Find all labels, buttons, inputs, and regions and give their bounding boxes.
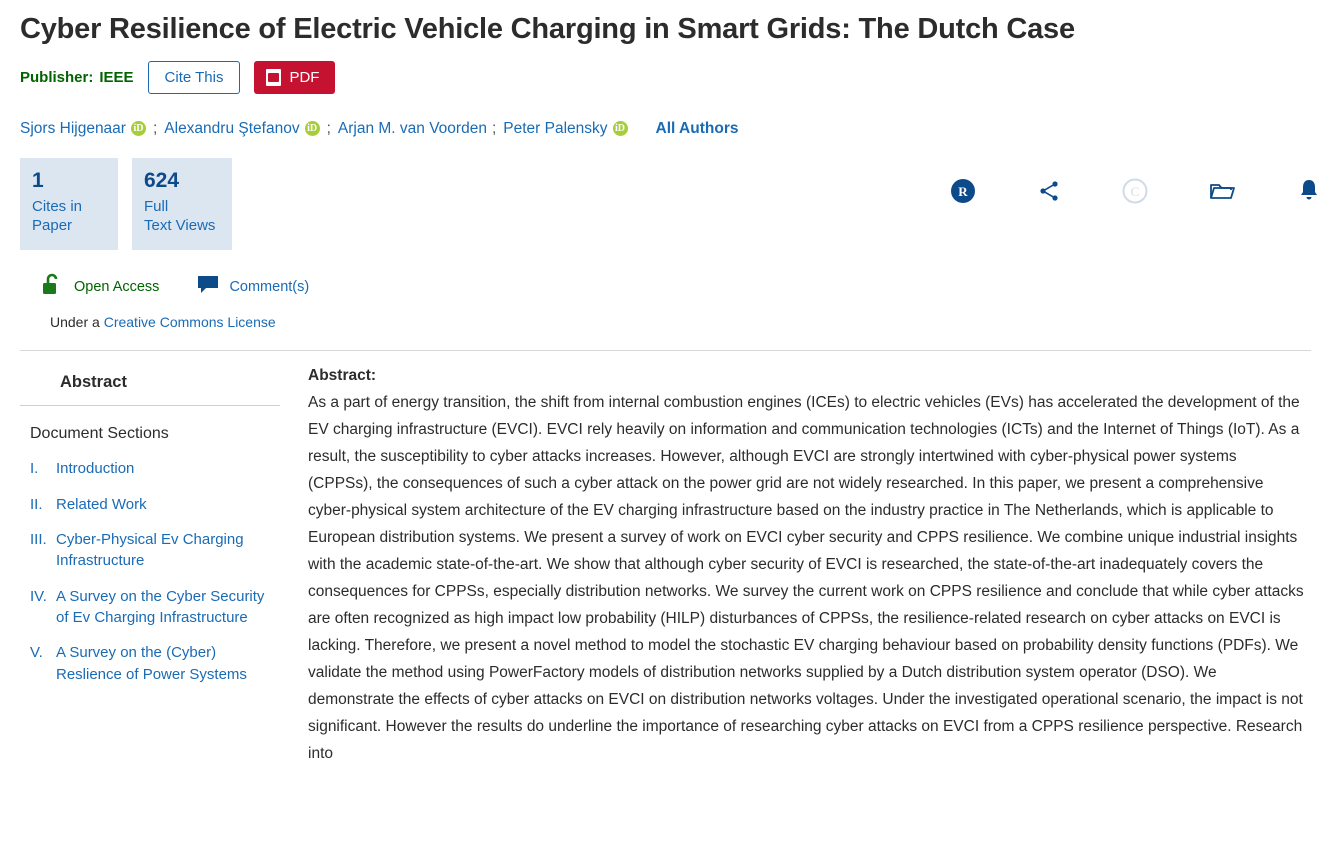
copyright-icon[interactable] <box>1122 178 1148 204</box>
open-access-row <box>40 272 1309 301</box>
comments-link[interactable]: Comment(s) <box>229 278 310 295</box>
svg-text:C: C <box>1130 184 1140 200</box>
pdf-button-label: PDF <box>289 68 320 86</box>
sidebar <box>18 367 280 768</box>
metric-label-line2: Paper <box>32 216 73 234</box>
section-label: A Survey on the (Cyber) Reslience of Power Systems <box>56 644 247 683</box>
open-access-label: Open Access <box>74 278 160 295</box>
authors-list <box>20 118 1309 140</box>
action-icon-bar <box>950 178 1320 204</box>
orcid-icon[interactable]: iD <box>613 121 628 136</box>
sidebar-item-survey-cyber-resilience-power-systems[interactable] <box>20 635 280 692</box>
page-title: Cyber Resilience of Electric Vehicle Charging in Smart Grids: The Dutch Case <box>20 13 1075 45</box>
cite-this-button[interactable]: Cite This <box>148 61 241 94</box>
metric-value: 1 <box>32 169 44 193</box>
publisher-name: IEEE <box>99 68 134 86</box>
publisher-label <box>20 69 134 86</box>
open-lock-icon <box>40 272 65 301</box>
alerts-bell-icon[interactable] <box>1298 178 1320 204</box>
metric-label <box>144 197 222 235</box>
orcid-icon[interactable]: iD <box>131 121 146 136</box>
section-label: A Survey on the Cyber Security of Ev Charging Infrastructure <box>56 587 265 626</box>
abstract-panel <box>280 367 1309 768</box>
metric-label <box>32 197 108 235</box>
sidebar-item-cyber-physical-ev-charging-infrastructure[interactable] <box>20 522 280 579</box>
review-icon[interactable] <box>950 178 976 204</box>
sidebar-item-survey-cyber-security-ev-charging[interactable] <box>20 579 280 636</box>
share-icon[interactable] <box>1037 179 1061 203</box>
publisher-row <box>20 61 1309 94</box>
license-prefix: Under a <box>50 314 104 331</box>
folder-icon[interactable] <box>1209 180 1237 202</box>
author-separator: ; <box>491 119 497 137</box>
author-separator: ; <box>152 119 158 137</box>
metric-cites-in-paper[interactable] <box>20 158 118 250</box>
metric-full-text-views[interactable] <box>132 158 232 250</box>
license-row <box>50 314 1309 330</box>
section-number: II. <box>30 495 43 513</box>
author-link-4[interactable]: Peter Palensky <box>503 119 608 137</box>
svg-text:R: R <box>958 184 968 200</box>
document-sections-list <box>20 451 280 691</box>
section-label: Cyber-Physical Ev Charging Infrastructure <box>56 531 244 570</box>
section-label: Related Work <box>56 495 147 513</box>
document-sections-heading: Document Sections <box>30 425 169 443</box>
author-separator: ; <box>326 119 331 137</box>
author-link-2[interactable]: Alexandru Ştefanov <box>164 119 300 137</box>
document-page <box>0 12 1327 861</box>
metrics-row <box>20 158 1309 250</box>
metric-label-line1: Cites in <box>32 197 83 215</box>
all-authors-link[interactable]: All Authors <box>655 119 739 137</box>
abstract-text: As a part of energy transition, the shift from internal combustion engines (ICEs) to electric vehicles (EVs) has accelerated the development of the EV charging infrastructure (EVCI). EVCI rely heavily on information and communication technologies (ICTs) and the Internet of Things (IoT). As a result, the susceptibility to cyber attacks increases. However, although EVCI are strongly intertwined with cyber-physical power systems (CPPSs), the consequences of such a cyber attack on the power grid are not widely researched. In this paper, we present a comprehensive cyber-physical system architecture of the EV charging infrastructure based on the industry practice in The Netherlands, which is applicable to European distribution systems. We present a survey of work on EVCI cyber security and CPPS resilience. We combine unique industrial insights with the academic state-of-the-art. We show that although cyber security of EVCI is researched, the state-of-the-art inadequately covers the consequences for CPPSs, especially distribution networks. We survey the current work on CPPS resilience and conclude that while cyber attacks are often recognized as high impact low probability (HILP) disturbances of CPPSs, the resilience-related research on cyber attacks on EVCI is lacking. Therefore, we present a novel method to model the stochastic EV charging behaviour based on probability density functions (PDFs). We validate the method using PowerFactory models of distribution networks supplied by a Dutch distribution system operator (DSO). We demonstrate the effects of cyber attacks on EVCI on distribution networks voltages. Under the investigated operational scenario, the impact is not significant. However the results do underline the importance of researching cyber attacks on EVCI from a CPPS resilience perspective. Research into <box>308 394 1304 763</box>
tab-abstract[interactable]: Abstract <box>20 367 280 406</box>
metric-value: 624 <box>144 169 180 193</box>
section-number: I. <box>30 460 39 478</box>
publisher-text: Publisher: <box>20 68 94 86</box>
section-number: V. <box>30 644 43 662</box>
metric-label-line2: Text Views <box>144 216 216 234</box>
metric-label-line1: Full <box>144 197 169 215</box>
sidebar-item-introduction[interactable] <box>20 451 280 486</box>
section-number: IV. <box>30 587 47 605</box>
section-label: Introduction <box>56 460 135 478</box>
pdf-icon <box>266 69 281 86</box>
creative-commons-license-link[interactable]: Creative Commons License <box>103 314 276 331</box>
author-link-3[interactable]: Arjan M. van Voorden <box>337 119 487 137</box>
sidebar-item-related-work[interactable] <box>20 487 280 522</box>
section-number: III. <box>30 531 47 549</box>
orcid-icon[interactable]: iD <box>305 121 320 136</box>
body-columns <box>18 367 1309 768</box>
author-link-1[interactable]: Sjors Hijgenaar <box>20 119 126 137</box>
abstract-label: Abstract: <box>308 367 377 385</box>
section-divider <box>20 350 1311 351</box>
comment-bubble-icon[interactable] <box>196 274 220 299</box>
pdf-button[interactable] <box>254 61 335 94</box>
